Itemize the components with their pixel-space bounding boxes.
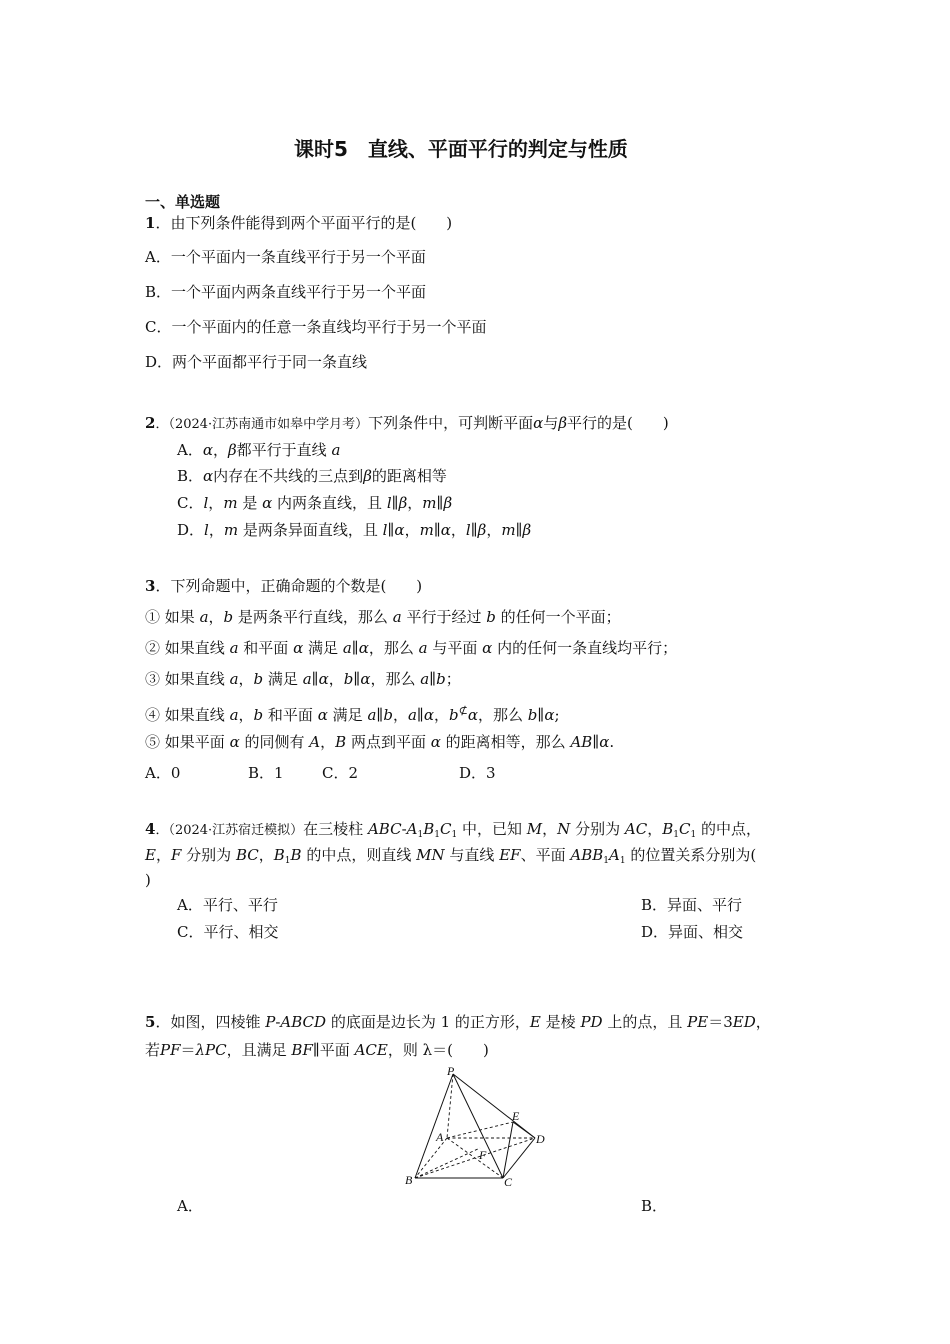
edge-cd [503, 1138, 535, 1178]
q1-option-c: C．一个平面内的任意一条直线均平行于另一个平面 [145, 318, 487, 336]
q3-statement-4: ④ 如果直线 a，b 和平面 α 满足 a∥b，a∥α，b⊄α，那么 b∥α; [145, 704, 560, 724]
q3-statement-1: ① 如果 a，b 是两条平行直线，那么 a 平行于经过 b 的任何一个平面； [145, 608, 621, 626]
page-title: 课时5 直线、平面平行的判定与性质 [294, 137, 628, 161]
edge-pd [453, 1074, 535, 1138]
section-heading: 一、单选题 [145, 193, 221, 211]
q4-option-d: D．异面、相交 [641, 923, 744, 941]
q2-option-a: A．α，β都平行于直线 a [177, 441, 341, 459]
q1-option-b: B．一个平面内两条直线平行于另一个平面 [145, 283, 427, 301]
question-5-line-1: 5．如图，四棱锥 P-ABCD 的底面是边长为 1 的正方形，E 是棱 PD 上的点，且 PE＝3ED， [145, 1013, 771, 1031]
question-4-line-3: ) [145, 871, 151, 889]
q3-statement-5: ⑤ 如果平面 α 的同侧有 A，B 两点到平面 α 的距离相等，那么 AB∥α. [145, 733, 615, 751]
q1-option-a: A．一个平面内一条直线平行于另一个平面 [145, 248, 426, 266]
edge-ce [503, 1122, 513, 1178]
q5-option-b: B． [641, 1197, 668, 1215]
q4-option-b: B．异面、平行 [641, 896, 743, 914]
question-3-stem: 3．下列命题中，正确命题的个数是( ) [145, 577, 423, 595]
edge-ab-hidden [415, 1138, 447, 1178]
q3-option-d: D．3 [459, 764, 496, 782]
question-number: 1 [145, 214, 156, 232]
question-4-line-1: 4．（2024·江苏宿迁模拟）在三棱柱 ABC-$A_1B_1C_1$ 中，已知 M，N 分别为 AC，$B_1C_1$ 的中点， [145, 820, 761, 840]
pyramid-figure [400, 1062, 560, 1192]
question-5-line-2: 若PF＝λPC，且满足 BF∥平面 ACE，则 λ＝( ) [145, 1041, 489, 1059]
question-2-stem: 2．（2024·江苏南通市如皋中学月考）下列条件中，可判断平面α与β平行的是( ) [145, 414, 669, 432]
q1-option-d: D．两个平面都平行于同一条直线 [145, 353, 368, 371]
q3-statement-3: ③ 如果直线 a，b 满足 a∥α，b∥α，那么 a∥b； [145, 670, 461, 688]
question-number: 2 [145, 414, 156, 432]
label-b: B [405, 1173, 413, 1187]
question-1-stem: 1．由下列条件能得到两个平面平行的是( ) [145, 214, 453, 232]
q5-option-a: A． [177, 1197, 203, 1215]
edge-ae-hidden [447, 1122, 513, 1138]
q4-option-c: C．平行、相交 [177, 923, 279, 941]
label-e: E [512, 1109, 520, 1123]
label-f: F [479, 1148, 487, 1162]
label-a: A [436, 1130, 444, 1144]
q3-option-c: C．2 [322, 764, 359, 782]
edge-bd-hidden [415, 1138, 535, 1178]
q2-option-c: C．l，m 是 α 内两条直线，且 l∥β，m∥β [177, 494, 453, 512]
label-d: D [536, 1132, 545, 1146]
question-number: 4 [145, 820, 156, 838]
q2-option-b: B．α内存在不共线的三点到β的距离相等 [177, 467, 447, 485]
q3-statement-2: ② 如果直线 a 和平面 α 满足 a∥α，那么 a 与平面 α 内的任何一条直线均平行； [145, 639, 678, 657]
question-number: 3 [145, 577, 156, 595]
q2-option-d: D．l，m 是两条异面直线，且 l∥α，m∥α，l∥β，m∥β [177, 521, 532, 539]
edge-ed-highlight [513, 1122, 535, 1138]
q4-option-a: A．平行、平行 [177, 896, 278, 914]
label-p: P [447, 1064, 455, 1078]
edge-pb [415, 1074, 453, 1178]
q3-option-b: B．1 [248, 764, 284, 782]
question-4-line-2: E，F 分别为 BC，$B_1B$ 的中点，则直线 MN 与直线 EF、平面 $ABB_1A_1$ 的位置关系分别为( [145, 846, 757, 866]
label-c: C [504, 1175, 513, 1189]
question-number: 5 [145, 1013, 156, 1031]
q3-option-a: A．0 [145, 764, 181, 782]
